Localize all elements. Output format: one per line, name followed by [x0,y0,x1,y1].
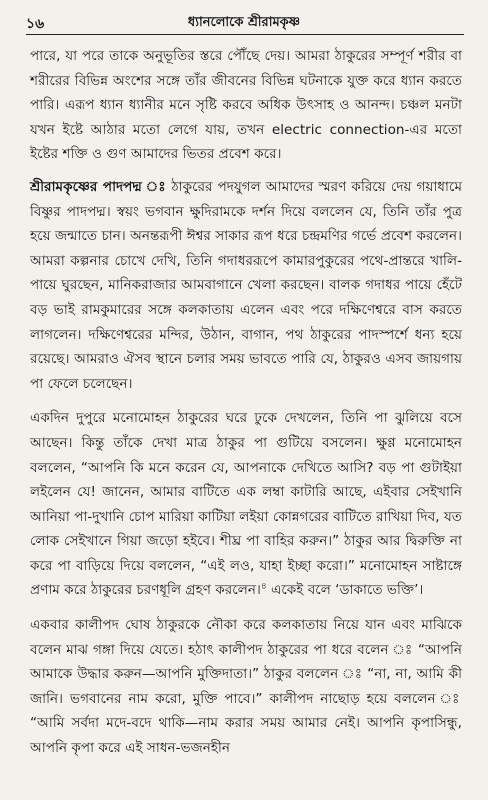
header-rule [26,34,464,35]
page-header [26,12,462,34]
paragraph [30,44,462,167]
running-title: ধ্যানলোকে শ্রীরামকৃষ্ণ [187,15,301,30]
paragraph [30,175,462,396]
page-number: ১৬ [26,16,45,32]
paragraph-text-tail: একেই বলে ‘ডাকাতে ভক্তি’। [266,582,424,599]
paragraph-text: একবার কালীপদ ঘোষ ঠাকুরকে নৌকা করে কলকাতায় নিয়ে যান এবং মাঝিকে বলেন মাঝ গঙ্গা দিয়ে যেতে। হঠাৎ কালীপদ ঠাকুরের পা ধরে বলেন ঃ “আপনি আমাকে উদ্ধার করুন—আপনি মুক্তিদাতা।” ঠাকুর বললেন ঃ “না, না, আমি কী জানি। ভগবানের নাম করো, মুক্তি পাবে।” কালীপদ নাছোড় হয়ে বললেন ঃ “আমি সর্বদা মদে-বদে থাকি—নাম করার সময় আমার নেই। আপনি কৃপাসিন্ধু, আপনি কৃপা করে এই সাধন-ভজনহীন [30,617,462,757]
section-heading: শ্রীরামকৃষ্ণের পাদপদ্ম ঃ [30,178,167,195]
paragraph-text: ঠাকুরের পদযুগল আমাদের স্মরণ করিয়ে দেয় গয়াধামে বিষ্ণুর পাদপদ্ম। স্বয়ং ভগবান ক্ষুদিরামকে দর্শন দিয়ে বললেন যে, তিনি তাঁর পুত্র হয়ে জন্মাতে চান। অনন্তরূপী ঈশ্বর সাকার রূপ ধরে চন্দ্রমণির গর্ভে প্রবেশ করলেন। আমরা কল্পনার চোখে দেখি, তিনি গদাধররূপে কামারপুকুরের পথে-প্রান্তরে খালি-পায়ে ঘুরছেন, মানিকরাজার আমবাগানে খেলা করছেন। বালক গদাধর পায়ে হেঁটে বড় ভাই রামকুমারের সঙ্গে কলকাতায় এলেন এবং পরে দক্ষিণেশ্বরে বাস করতে লাগলেন। দক্ষিণেশ্বরের মন্দির, উঠান, বাগান, পথ ঠাকুরের পাদস্পর্শে ধন্য হয়ে রয়েছে। আমরাও ঐসব স্থানে চলার সময় ভাবতে পারি যে, ঠাকুরও এসব জায়গায় পা ফেলে চলেছেন। [30,178,462,392]
footnote-marker: ৪ [260,581,267,592]
body-text [30,44,462,771]
paragraph-text: একদিন দুপুরে মনোমোহন ঠাকুরের ঘরে ঢুকে দেখলেন, তিনি পা ঝুলিয়ে বসে আছেন। কিন্তু তাঁকে দেখা মাত্র ঠাকুর পা গুটিয়ে বসলেন। ক্ষুণ্ণ মনোমোহন বললেন, “আপনি কি মনে করেন যে, আপনাকে দেখিতে আসি? বড় পা গুটাইয়া লইলেন যে! জানেন, আমার বাটিতে এক লম্বা কাটারি আছে, এইবার সেইখানি আনিয়া পা-দুখানি চোপ মারিয়া কাটিয়া লইয়া কোন্নগরের বাটিতে রাখিয়া দিব, যত লোক সেইখানে গিয়া জড়ো হইবে। শীঘ্র পা বাহির করুন।” ঠাকুর আর দ্বিরুক্তি না করে পা বাড়িয়ে দিয়ে বললেন, “এই লও, যাহা ইচ্ছা করো।” মনোমোহন সাষ্টাঙ্গে প্রণাম করে ঠাকুরের চরণধূলি গ্রহণ করলেন। [30,410,462,599]
paragraph [30,406,462,603]
paragraph [30,613,462,761]
paragraph-text: পারে, যা পরে তাকে অনুভূতির স্তরে পৌঁছে দেয়। আমরা ঠাকুরের সম্পূর্ণ শরীর বা শরীরের বিভিন্ন অংশের সঙ্গে তাঁর জীবনের বিভিন্ন ঘটনাকে যুক্ত করে ধ্যান করতে পারি। এরূপ ধ্যান ধ্যানীর মনে সৃষ্টি করবে অধিক উৎসাহ ও আনন্দ। চঞ্চল মনটা যখন ইষ্টে আঠার মতো লেগে যায়, তখন electric connection-এর মতো ইষ্টের শক্তি ও গুণ আমাদের ভিতর প্রবেশ করে। [30,48,462,163]
